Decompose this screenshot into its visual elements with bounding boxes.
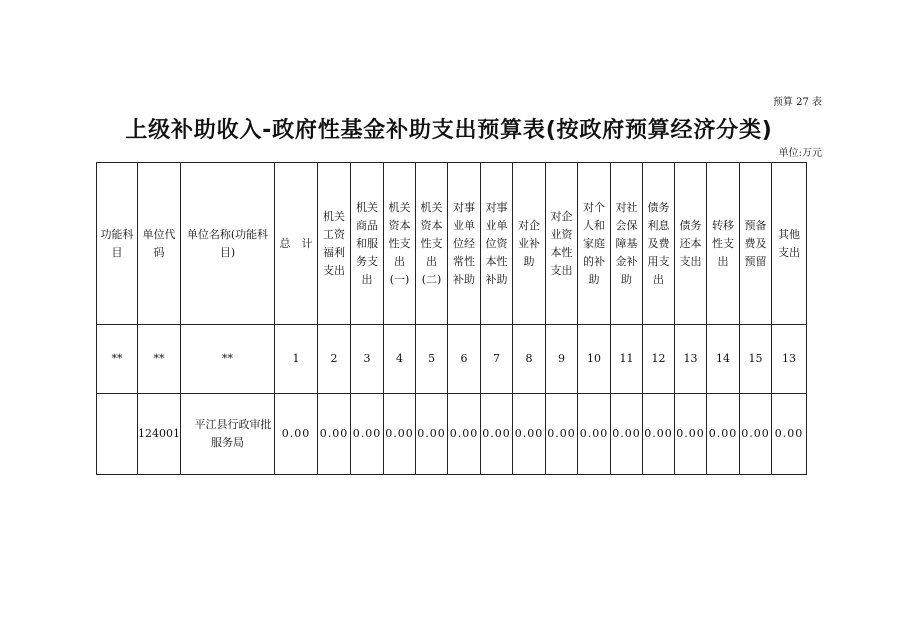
header-row bbox=[97, 163, 807, 325]
column-code-agency-goods-services: 3 bbox=[351, 325, 384, 394]
column-header-line: 机关 bbox=[356, 200, 378, 214]
column-header-line: 目 bbox=[111, 245, 123, 259]
cell-enterprise-capital: 0.00 bbox=[546, 394, 578, 475]
cell-other: 0.00 bbox=[772, 394, 807, 475]
cell-individual-household-subsidy: 0.00 bbox=[578, 394, 611, 475]
column-header-line: 债务 bbox=[679, 218, 702, 232]
column-header-institution-recurring-subsidy bbox=[448, 163, 481, 325]
column-header-line: 资本 bbox=[388, 218, 411, 232]
cell-agency-capital-2: 0.00 bbox=[416, 394, 448, 475]
column-header-line: 费及 bbox=[744, 236, 767, 250]
budget-table bbox=[96, 162, 807, 475]
column-header-line: 福利 bbox=[323, 245, 345, 259]
column-code-institution-recurring-subsidy: 6 bbox=[448, 325, 481, 394]
column-header-line: 位经 bbox=[453, 236, 475, 250]
cell-agency-wages-welfare: 0.00 bbox=[318, 394, 351, 475]
column-header-line: 工资 bbox=[323, 227, 345, 241]
column-header-total bbox=[275, 163, 318, 325]
column-header-line: 预备 bbox=[744, 218, 767, 232]
column-code-function-subject: ** bbox=[97, 325, 138, 394]
column-header-line: 商品 bbox=[356, 218, 378, 232]
column-header-agency-capital-2 bbox=[416, 163, 448, 325]
column-header-line: 补助 bbox=[485, 272, 508, 286]
column-code-individual-household-subsidy: 10 bbox=[578, 325, 611, 394]
column-header-line: 资本 bbox=[420, 218, 443, 232]
column-header-line: 性支 bbox=[388, 236, 411, 250]
column-header-other bbox=[772, 163, 807, 325]
column-header-reserve bbox=[740, 163, 772, 325]
column-header-line: 本性 bbox=[485, 254, 508, 268]
column-header-social-security-fund-subsidy bbox=[611, 163, 643, 325]
code-row bbox=[97, 325, 807, 394]
column-header-individual-household-subsidy bbox=[578, 163, 611, 325]
column-header-line: 单位名称(功能科 bbox=[186, 227, 269, 241]
cell-debt-principal: 0.00 bbox=[675, 394, 707, 475]
column-header-line: 支出 bbox=[323, 263, 345, 277]
column-header-line: 码 bbox=[153, 245, 165, 259]
column-code-enterprise-subsidy: 8 bbox=[513, 325, 546, 394]
column-header-line: 转移 bbox=[712, 218, 734, 232]
cell-unit-name: 平江县行政审批服务局 bbox=[181, 394, 275, 475]
column-code-debt-interest-fees: 12 bbox=[643, 325, 675, 394]
column-header-line: 对事 bbox=[485, 200, 508, 214]
column-header-line: 性支 bbox=[712, 236, 734, 250]
column-header-line: 对事 bbox=[453, 200, 475, 214]
column-header-line: 用支 bbox=[647, 254, 670, 268]
column-code-unit-name: ** bbox=[181, 325, 275, 394]
column-header-line: 债务 bbox=[647, 200, 670, 214]
column-header-function-subject bbox=[97, 163, 138, 325]
column-header-line: 业单 bbox=[453, 218, 475, 232]
table-number: 预算 27 表 bbox=[772, 97, 822, 108]
column-code-enterprise-capital: 9 bbox=[546, 325, 578, 394]
column-header-line: 其他 bbox=[778, 227, 800, 241]
column-header-line: 出 bbox=[653, 272, 664, 286]
column-header-line: 利息 bbox=[647, 218, 670, 232]
cell-social-security-fund-subsidy: 0.00 bbox=[611, 394, 643, 475]
cell-institution-capital-subsidy: 0.00 bbox=[481, 394, 513, 475]
column-header-line: 支出 bbox=[550, 263, 573, 277]
column-header-line: 出 bbox=[717, 254, 729, 268]
table-row bbox=[97, 394, 807, 475]
column-header-line: 位资 bbox=[485, 236, 508, 250]
column-header-transfer bbox=[707, 163, 740, 325]
column-header-line: 机关 bbox=[388, 200, 411, 214]
column-header-line: 出 bbox=[426, 254, 437, 268]
column-header-line: 本性 bbox=[550, 245, 573, 259]
column-header-line: 支出 bbox=[778, 245, 800, 259]
column-header-unit-code bbox=[138, 163, 181, 325]
column-header-line: 的补 bbox=[583, 254, 605, 268]
column-header-enterprise-capital bbox=[546, 163, 578, 325]
column-code-agency-wages-welfare: 2 bbox=[318, 325, 351, 394]
column-header-line: 业单 bbox=[485, 218, 508, 232]
column-header-line: 出 bbox=[394, 254, 405, 268]
column-header-line: 对企 bbox=[550, 209, 573, 223]
cell-agency-goods-services: 0.00 bbox=[351, 394, 384, 475]
column-code-other: 13 bbox=[772, 325, 807, 394]
cell-total: 0.00 bbox=[275, 394, 318, 475]
column-header-line: 预留 bbox=[744, 254, 767, 268]
column-header-line: 会保 bbox=[615, 218, 638, 232]
cell-function-subject bbox=[97, 394, 138, 475]
column-header-line: 及费 bbox=[647, 236, 670, 250]
column-header-debt-interest-fees bbox=[643, 163, 675, 325]
column-header-line: 功能科 bbox=[100, 227, 134, 241]
column-code-transfer: 14 bbox=[707, 325, 740, 394]
column-code-social-security-fund-subsidy: 11 bbox=[611, 325, 643, 394]
cell-institution-recurring-subsidy: 0.00 bbox=[448, 394, 481, 475]
column-header-line: 助 bbox=[621, 272, 632, 286]
column-header-line: 业补 bbox=[518, 236, 540, 250]
column-header-agency-capital-1 bbox=[384, 163, 416, 325]
column-code-institution-capital-subsidy: 7 bbox=[481, 325, 513, 394]
column-code-debt-principal: 13 bbox=[675, 325, 707, 394]
column-header-line: 障基 bbox=[615, 236, 638, 250]
column-header-line: 出 bbox=[361, 272, 373, 286]
column-header-line: 性支 bbox=[420, 236, 443, 250]
column-header-line: 助 bbox=[588, 272, 600, 286]
cell-reserve: 0.00 bbox=[740, 394, 772, 475]
column-header-line: 总 计 bbox=[279, 236, 313, 250]
cell-enterprise-subsidy: 0.00 bbox=[513, 394, 546, 475]
column-header-line: 还本 bbox=[679, 236, 702, 250]
column-header-agency-wages-welfare bbox=[318, 163, 351, 325]
cell-unit-code: 124001 bbox=[138, 394, 181, 475]
cell-transfer: 0.00 bbox=[707, 394, 740, 475]
column-header-line: 机关 bbox=[420, 200, 443, 214]
column-header-line: 助 bbox=[523, 254, 535, 268]
column-header-line: 对企 bbox=[518, 218, 540, 232]
column-header-line: 对个 bbox=[583, 200, 605, 214]
cell-agency-capital-1: 0.00 bbox=[384, 394, 416, 475]
column-header-line: 务支 bbox=[356, 254, 378, 268]
column-header-institution-capital-subsidy bbox=[481, 163, 513, 325]
column-header-line: 金补 bbox=[615, 254, 638, 268]
column-header-enterprise-subsidy bbox=[513, 163, 546, 325]
column-header-line: 目) bbox=[219, 245, 236, 259]
column-header-line: 机关 bbox=[323, 209, 345, 223]
column-header-debt-principal bbox=[675, 163, 707, 325]
column-header-line: (一) bbox=[389, 272, 410, 286]
column-header-line: (二) bbox=[421, 272, 442, 286]
column-code-unit-code: ** bbox=[138, 325, 181, 394]
column-header-line: 对社 bbox=[615, 200, 638, 214]
column-header-line: 业资 bbox=[550, 227, 573, 241]
cell-debt-interest-fees: 0.00 bbox=[643, 394, 675, 475]
column-header-line: 人和 bbox=[583, 218, 605, 232]
column-header-line: 补助 bbox=[453, 272, 475, 286]
column-header-line: 单位代 bbox=[142, 227, 176, 241]
column-code-agency-capital-1: 4 bbox=[384, 325, 416, 394]
column-header-agency-goods-services bbox=[351, 163, 384, 325]
column-header-line: 家庭 bbox=[583, 236, 605, 250]
column-header-line: 和服 bbox=[356, 236, 378, 250]
column-code-reserve: 15 bbox=[740, 325, 772, 394]
column-header-unit-name bbox=[181, 163, 275, 325]
unit-label: 单位:万元 bbox=[778, 148, 822, 159]
column-code-agency-capital-2: 5 bbox=[416, 325, 448, 394]
column-code-total: 1 bbox=[275, 325, 318, 394]
column-header-line: 支出 bbox=[679, 254, 702, 268]
page-title: 上级补助收入-政府性基金补助支出预算表(按政府预算经济分类) bbox=[125, 118, 773, 143]
column-header-line: 常性 bbox=[453, 254, 475, 268]
